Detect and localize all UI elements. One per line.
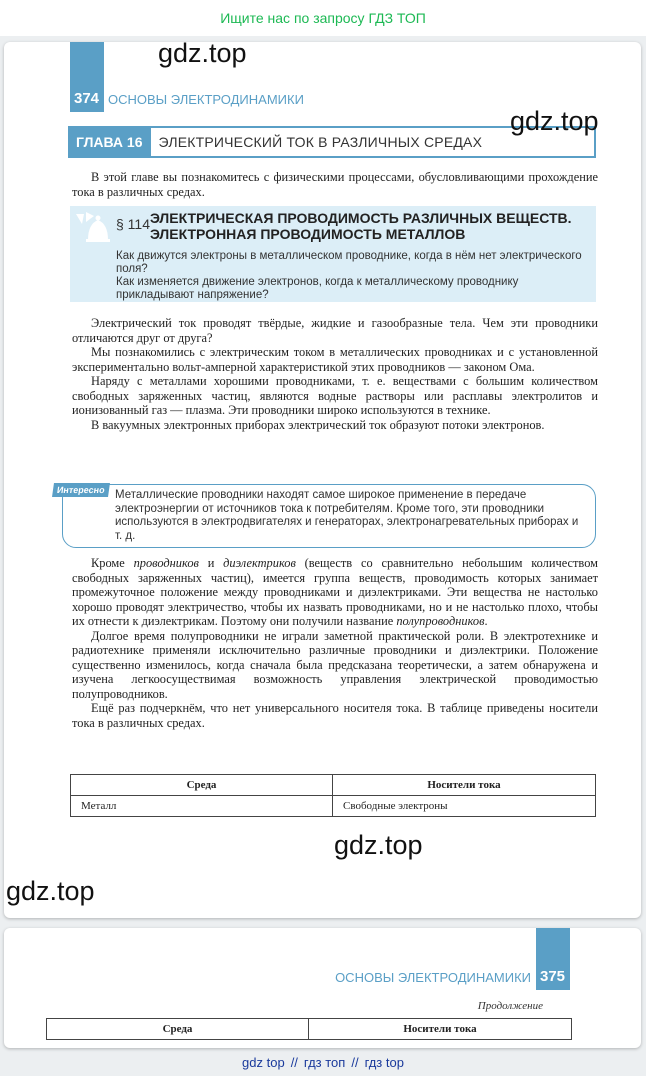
- table-header-carriers: Носители тока: [309, 1019, 572, 1040]
- table-header-carriers: Носители тока: [333, 775, 596, 796]
- table-header-medium: Среда: [71, 775, 333, 796]
- link-gdz-top[interactable]: gdz top: [242, 1054, 285, 1070]
- section-header: [70, 206, 596, 302]
- section-question-1: Как движутся электроны в металлическом проводнике, когда в нём нет электрического поля?: [116, 250, 582, 275]
- body-text-1: [72, 316, 598, 432]
- watermark: gdz.top: [6, 876, 95, 906]
- para5-text-d: .: [484, 614, 488, 628]
- interesno-text: Металлические проводники находят самое широкое применение в передаче электроэнергии от источников тока к потребителям. Кроме того, эти проводники используются в электродвигателях и генераторах, электронагревательных приборах и т. д.: [115, 489, 579, 542]
- table-cell-medium: Металл: [71, 796, 333, 817]
- section-title: ЭЛЕКТРИЧЕСКАЯ ПРОВОДИМОСТЬ РАЗЛИЧНЫХ ВЕЩЕСТВ. ЭЛЕКТРОННАЯ ПРОВОДИМОСТЬ МЕТАЛЛОВ: [150, 210, 572, 242]
- carriers-table: [70, 774, 596, 817]
- term-dielectrics: диэлектриков: [223, 556, 296, 570]
- table-cell-carriers: Свободные электроны: [333, 796, 596, 817]
- page-375: [4, 928, 641, 1048]
- section-question-2: Как изменяется движение электронов, когда к металлическому проводнику прикладывают напряжение?: [116, 276, 519, 301]
- page-number: 375: [540, 968, 566, 985]
- carriers-table-continued: [46, 1018, 572, 1040]
- paragraph-5: [72, 556, 598, 629]
- paragraph-4: В вакуумных электронных приборах электрический ток образуют потоки электронов.: [91, 417, 545, 432]
- intro-paragraph: В этой главе вы познакомитесь с физическими процессами, обусловливающими прохождение тока в различных средах.: [72, 170, 598, 199]
- para5-text-b: и: [198, 556, 224, 570]
- table-header-row: [71, 775, 596, 796]
- banner-text[interactable]: Ищите нас по запросу ГДЗ ТОП: [220, 10, 426, 26]
- section-number: § 114: [116, 216, 150, 232]
- top-banner[interactable]: [0, 0, 646, 36]
- table-header-row: [47, 1019, 572, 1040]
- link-separator: //: [351, 1054, 359, 1070]
- table-header-medium: Среда: [47, 1019, 309, 1040]
- interesno-box: [56, 484, 596, 548]
- paragraph-3: Наряду с металлами хорошими проводниками, т. е. веществами с большим количеством свободных заряженных частиц, являются водные растворы или расплавы электролитов и ионизованный газ — плазма. Эти проводники широко используются в технике.: [72, 374, 598, 417]
- link-gdz-top-mixed[interactable]: гдз top: [364, 1054, 404, 1070]
- watermark: gdz.top: [510, 106, 599, 136]
- link-gdz-top-ru[interactable]: гдз топ: [303, 1054, 346, 1070]
- body-text-2: [72, 556, 598, 730]
- bell-icon: [74, 210, 112, 244]
- watermark: gdz.top: [334, 830, 423, 860]
- para5-text-a: Кроме: [91, 556, 134, 570]
- running-head: ОСНОВЫ ЭЛЕКТРОДИНАМИКИ: [335, 970, 531, 985]
- bottom-links: [0, 1048, 646, 1076]
- table-row: [71, 796, 596, 817]
- paragraph-6: Долгое время полупроводники не играли заметной практической роли. В электротехнике и радиотехнике применяли исключительно различные проводники и диэлектрики. Положение существенно изменилось, когда сначала была предсказана теоретически, а затем обнаружена и изучена легкоосуществимая возможность управления электрической проводимостью полупроводников.: [72, 628, 598, 701]
- para5-text-c: (веществ со сравнительно небольшим количеством свободных заряженных частиц), имеется группа веществ, проводимость которых занимает промежуточное положение между проводниками и диэлектриками. Эти вещества не настолько хорошо проводят электричество, чтобы их назвать проводниками, но и не настолько плохо, чтобы их отнести к диэлектрикам. Поэтому они получили название: [72, 556, 599, 628]
- running-head: ОСНОВЫ ЭЛЕКТРОДИНАМИКИ: [108, 92, 304, 107]
- continuation-label: Продолжение: [477, 1000, 543, 1012]
- interesno-badge: Интересно: [52, 483, 110, 497]
- chapter-label: ГЛАВА 16: [68, 128, 151, 156]
- watermark: gdz.top: [158, 38, 247, 68]
- term-semiconductors: полупроводников: [396, 614, 485, 628]
- link-separator: //: [290, 1054, 298, 1070]
- term-conductors: проводников: [133, 556, 199, 570]
- paragraph-2: Мы познакомились с электрическим током в металлических проводниках и с установленной экспериментально вольт-амперной характеристикой этих проводников — законом Ома.: [72, 345, 598, 374]
- chapter-intro: [72, 170, 598, 199]
- page-374: [4, 42, 641, 918]
- paragraph-1: Электрический ток проводят твёрдые, жидкие и газообразные тела. Чем эти проводники отличаются друг от друга?: [72, 316, 598, 345]
- page-number: 374: [74, 90, 100, 107]
- paragraph-7: Ещё раз подчеркнём, что нет универсального носителя тока. В таблице приведены носители тока в различных средах.: [72, 701, 598, 730]
- chapter-title: ЭЛЕКТРИЧЕСКИЙ ТОК В РАЗЛИЧНЫХ СРЕДАХ: [158, 134, 483, 150]
